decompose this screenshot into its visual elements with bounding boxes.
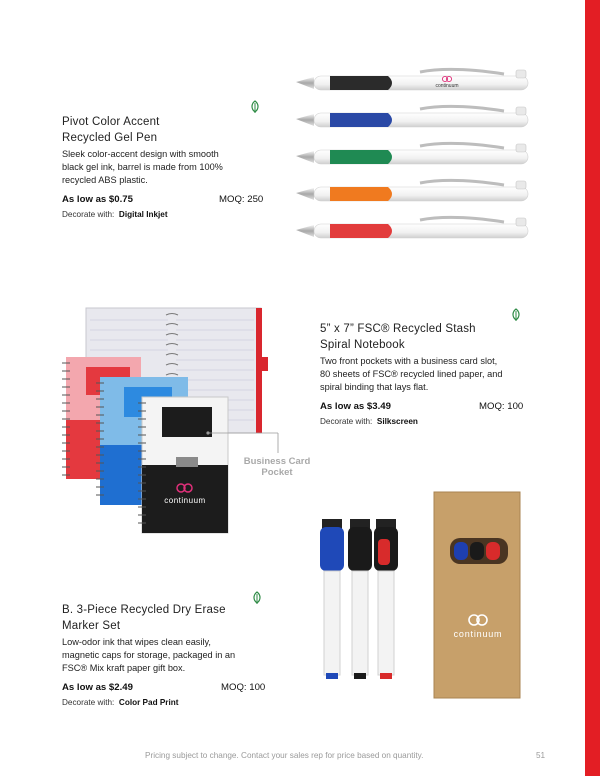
footer-pricing-note: Pricing subject to change. Contact your sales rep for price based on quantity. (145, 751, 424, 760)
pen-decorate-label: Decorate with: (62, 210, 115, 219)
marker-desc-line2: magnetic caps for storage, packaged in an (62, 650, 236, 660)
callout-line1: Business Card (243, 456, 311, 467)
marker-title-line2: Marker Set (62, 620, 121, 632)
callout-line2: Pocket (261, 467, 293, 478)
notebook-desc-line1: Two front pockets with a business card slot, (320, 356, 498, 366)
notebook-illustration (58, 305, 288, 540)
pen-price: As low as $0.75 (62, 194, 133, 205)
pen-desc-line3: recycled ABS plastic. (62, 175, 148, 185)
marker-decorate-method: Color Pad Print (118, 698, 179, 707)
notebook-price: As low as $3.49 (320, 401, 391, 412)
marker-desc-line1: Low-odor ink that wipes clean easily, (62, 637, 211, 647)
pen-title-line2: Recycled Gel Pen (62, 132, 158, 144)
marker-moq: MOQ: 100 (221, 682, 266, 693)
pen-moq: MOQ: 250 (219, 194, 264, 205)
pen-desc-line1: Sleek color-accent design with smooth (62, 149, 219, 159)
marker-decorate (62, 698, 179, 707)
pen-decorate (62, 210, 168, 219)
pen-decorate-method: Digital Inkjet (118, 210, 168, 219)
notebook-logo-text: continuum (164, 496, 206, 505)
marker-price: As low as $2.49 (62, 682, 133, 693)
marker-desc-line3: FSC® Mix kraft paper gift box. (62, 663, 186, 673)
leaf-icon (250, 591, 264, 605)
marker-illustration (316, 515, 406, 685)
marker-decorate-label: Decorate with: (62, 698, 115, 707)
pen-illustration (292, 62, 532, 242)
notebook-desc-line3: spiral binding that lays flat. (320, 382, 429, 392)
pen-desc-line2: black gel ink, barrel is made from 100% (62, 162, 223, 172)
box-logo-text: continuum (453, 629, 503, 639)
notebook-title-line1: 5” x 7” FSC® Recycled Stash (320, 323, 476, 335)
notebook-decorate-method: Silkscreen (376, 417, 418, 426)
pen-logo-text: continuum (435, 83, 459, 89)
notebook-desc-line2: 80 sheets of FSC® recycled lined paper, and (320, 369, 503, 379)
notebook-decorate (320, 417, 418, 426)
pen-2 (296, 106, 528, 127)
page-number: 51 (536, 751, 546, 760)
leaf-icon (248, 100, 262, 114)
pen-1 (296, 69, 528, 90)
pen-3 (296, 143, 528, 164)
pen-5 (296, 217, 528, 238)
marker-title-line1: B. 3-Piece Recycled Dry Erase (62, 604, 226, 616)
pen-4 (296, 180, 528, 201)
kraft-box-illustration (432, 490, 524, 700)
pen-title-line1: Pivot Color Accent (62, 116, 160, 128)
notebook-decorate-label: Decorate with: (320, 417, 373, 426)
page-edge-red-bar (585, 0, 600, 776)
notebook-moq: MOQ: 100 (479, 401, 524, 412)
leaf-icon (509, 308, 523, 322)
business-card-pocket-callout (232, 456, 322, 478)
notebook-title-line2: Spiral Notebook (320, 339, 405, 351)
